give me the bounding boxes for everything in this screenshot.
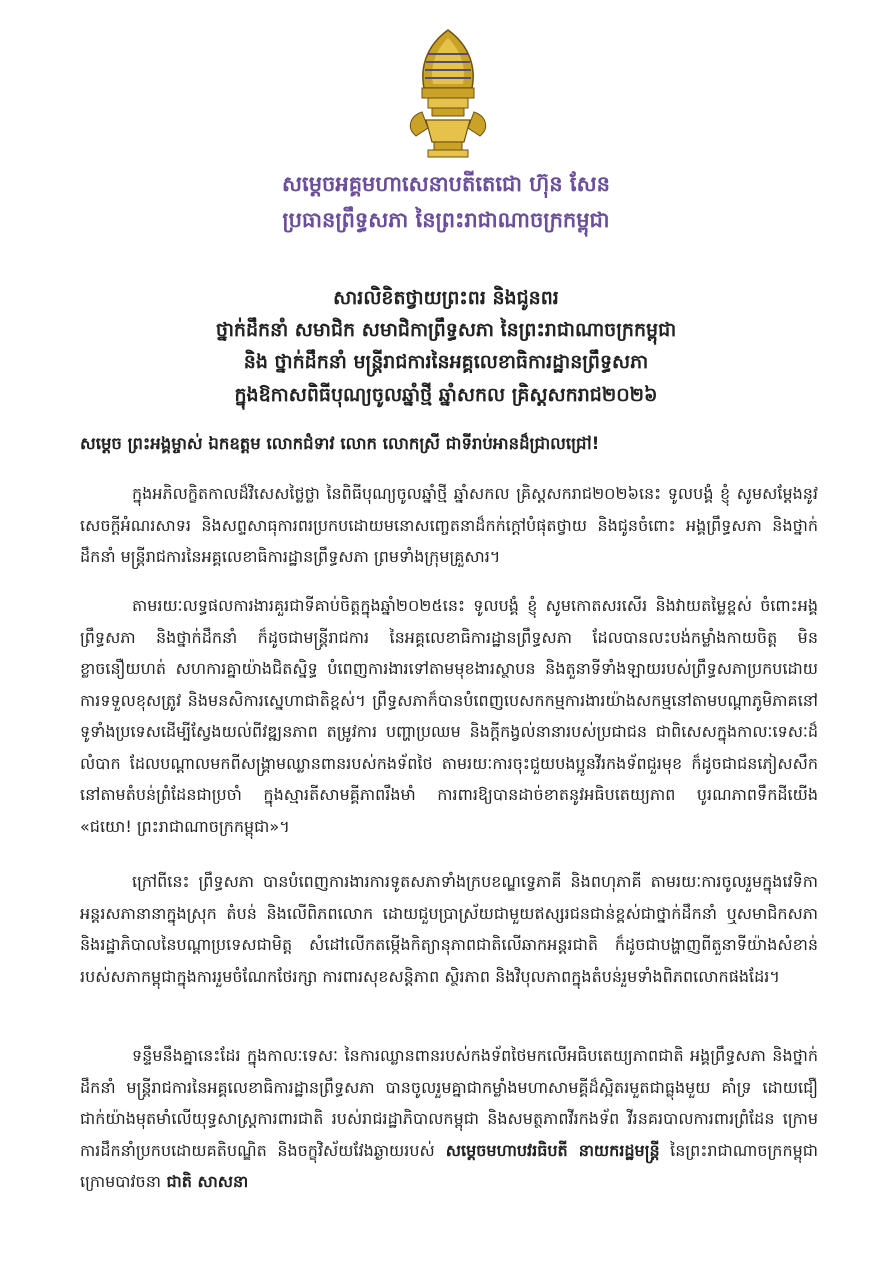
paragraph-4-tail: នៃព្រះរាជាណាចក្រកម្ពុជា ក្រោមបាវចនា — [80, 1140, 818, 1191]
paragraph-3: ក្រៅពីនេះ ព្រឹទ្ធសភា បានបំពេញការងារការទូតសភាទាំងក្របខណ្ឌទ្វេភាគី និងពហុភាគី តាមរយៈការចូលរួមក្នុងវេទិកាអន្តរសភានានាក្នុងស្រុក តំបន់ និងលើពិភពលោក ដោយជួបប្រាស្រ័យជាមួយឥស្សរជនជាន់ខ្ពស់ជាថ្នាក់ដឹកនាំ ឬសមាជិកសភា និងរដ្ឋាភិបាលនៃបណ្តាប្រទេសជាមិត្ត សំដៅលើកតម្កើងកិត្យានុភាពជាតិលើឆាកអន្តរជាតិ ក៏ដូចជាបង្ហាញពីតួនាទីយ៉ាងសំខាន់របស់សភាកម្ពុជាក្នុងការរួមចំណែកថែរក្សា ការពារសុខសន្តិភាព ស្ថិរភាព និងវិបុលភាពក្នុងតំបន់រួមទាំងពិភពលោកផងដែរ។ — [80, 872, 818, 986]
salutation: សម្តេច ព្រះអង្គម្ចាស់ ឯកឧត្តម លោកជំទាវ លោក លោកស្រី ជាទីរាប់អានដ៏ជ្រាលជ្រៅ! — [80, 434, 600, 453]
title-line-4: ក្នុងឱកាសពិធីបុណ្យចូលឆ្នាំថ្មី ឆ្នាំសកល គ្រិស្តសករាជ២០២៦ — [234, 384, 658, 406]
paragraph-4-bold-name: សម្តេចមហាបវរធិបតី នាយករដ្ឋមន្ត្រី — [434, 1140, 660, 1160]
title-line-1: សារលិខិតថ្វាយព្រះពរ និងជូនពរ — [333, 287, 559, 309]
paragraph-1: ក្នុងអភិលក្ខិតកាលដ៏វិសេសថ្លៃថ្លា នៃពិធីបុណ្យចូលឆ្នាំថ្មី ឆ្នាំសកល គ្រិស្តសករាជ២០២៦នេះ ទូលបង្គំ ខ្ញុំ សូមសម្តែងនូវសេចក្តីអំណរសាទរ និងសព្ទសាធុការពរប្រកបដោយមនោសញ្ចេតនាដ៏កក់ក្តៅបំផុតថ្វាយ និងជូនចំពោះ អង្គព្រឹទ្ធសភា និងថ្នាក់ដឹកនាំ មន្ត្រីរាជការនៃអគ្គលេខាធិការដ្ឋានព្រឹទ្ធសភា ព្រមទាំងក្រុមគ្រួសារ។ — [80, 484, 818, 566]
sender-position: ប្រធានព្រឹទ្ធសភា នៃព្រះរាជាណាចក្រកម្ពុជា — [282, 208, 610, 232]
paragraph-4-bold-motto: ជាតិ សាសនា — [160, 1172, 249, 1191]
paragraph-4 — [80, 1040, 818, 1240]
title-line-2: ថ្នាក់ដឹកនាំ សមាជិក សមាជិកាព្រឹទ្ធសភា នៃព្រះរាជាណាចក្រកម្ពុជា — [215, 319, 677, 341]
paragraph-4-text: ទន្ទឹមនឹងគ្នានេះដែរ ក្នុងកាលៈទេសៈ នៃការឈ្លានពានរបស់កងទ័ពថៃមកលើអធិបតេយ្យភាពជាតិ អង្គព្រឹទ្ធសភា និងថ្នាក់ដឹកនាំ មន្ត្រីរាជការនៃអគ្គលេខាធិការដ្ឋានព្រឹទ្ធសភា បានចូលរួមគ្នាជាកម្លាំងមហាសាមគ្គីដ៏ស្អិតរមួតជាធ្លុងមួយ គាំទ្រ ដោយជឿជាក់យ៉ាងមុតមាំលើយុទ្ធសាស្ត្រការពារជាតិ របស់រាជរដ្ឋាភិបាលកម្ពុជា និងសមត្ថភាពវីរកងទ័ព វីរនគរបាលការពារព្រំដែន ក្រោមការដឹកនាំប្រកបដោយគតិបណ្ឌិត និងចក្ខុវិស័យវែងឆ្ងាយរបស់ — [80, 1046, 818, 1160]
paragraph-2: តាមរយៈលទ្ធផលការងារគួរជាទីគាប់ចិត្តក្នុងឆ្នាំ២០២៥នេះ ទូលបង្គំ ខ្ញុំ សូមកោតសរសើរ និងវាយតម្លៃខ្ពស់ ចំពោះអង្គព្រឹទ្ធសភា និងថ្នាក់ដឹកនាំ ក៏ដូចជាមន្ត្រីរាជការ នៃអគ្គលេខាធិការដ្ឋានព្រឹទ្ធសភា ដែលបានលះបង់កម្លាំងកាយចិត្ត មិនខ្លាចនឿយហត់ សហការគ្នាយ៉ាងជិតស្និទ្ធ បំពេញការងារទៅតាមមុខងារស្ថាបន និងតួនាទីទាំងឡាយរបស់ព្រឹទ្ធសភាប្រកបដោយការទទួលខុសត្រូវ និងមនសិការស្នេហាជាតិខ្ពស់។ ព្រឹទ្ធសភាក៏បានបំពេញបេសកកម្មការងារយ៉ាងសកម្មនៅតាមបណ្តាភូមិភាគនៅទូទាំងប្រទេសដើម្បីស្វែងយល់ពីវឌ្ឍនភាព តម្រូវការ បញ្ហាប្រឈម និងក្តីកង្វល់នានារបស់ប្រជាជន ជាពិសេសក្នុងកាលៈទេសៈដ៏លំបាក ដែលបណ្តាលមកពីសង្គ្រាមឈ្លានពានរបស់កងទ័ពថៃ តាមរយៈការចុះជួយបងប្អូនវីរកងទ័ពជួរមុខ ក៏ដូចជាជនភៀសសឹក នៅតាមតំបន់ព្រំដែនជាប្រចាំ ក្នុងស្មារតីសាមគ្គីភាពរឹងមាំ ការពារឱ្យបានដាច់ខាតនូវអធិបតេយ្យភាព បូរណភាពទឹកដីយើង «ជយោ! ព្រះរាជាណាចក្រកម្ពុជា»។ — [80, 596, 819, 836]
sender-name: សម្តេចអគ្គមហាសេនាបតីតេជោ ហ៊ុន សែន — [282, 172, 610, 196]
senate-emblem-icon — [388, 24, 508, 164]
title-line-3: និង ថ្នាក់ដឹកនាំ មន្ត្រីរាជការនៃអគ្គលេខាធិការដ្ឋានព្រឹទ្ធសភា — [243, 351, 649, 373]
